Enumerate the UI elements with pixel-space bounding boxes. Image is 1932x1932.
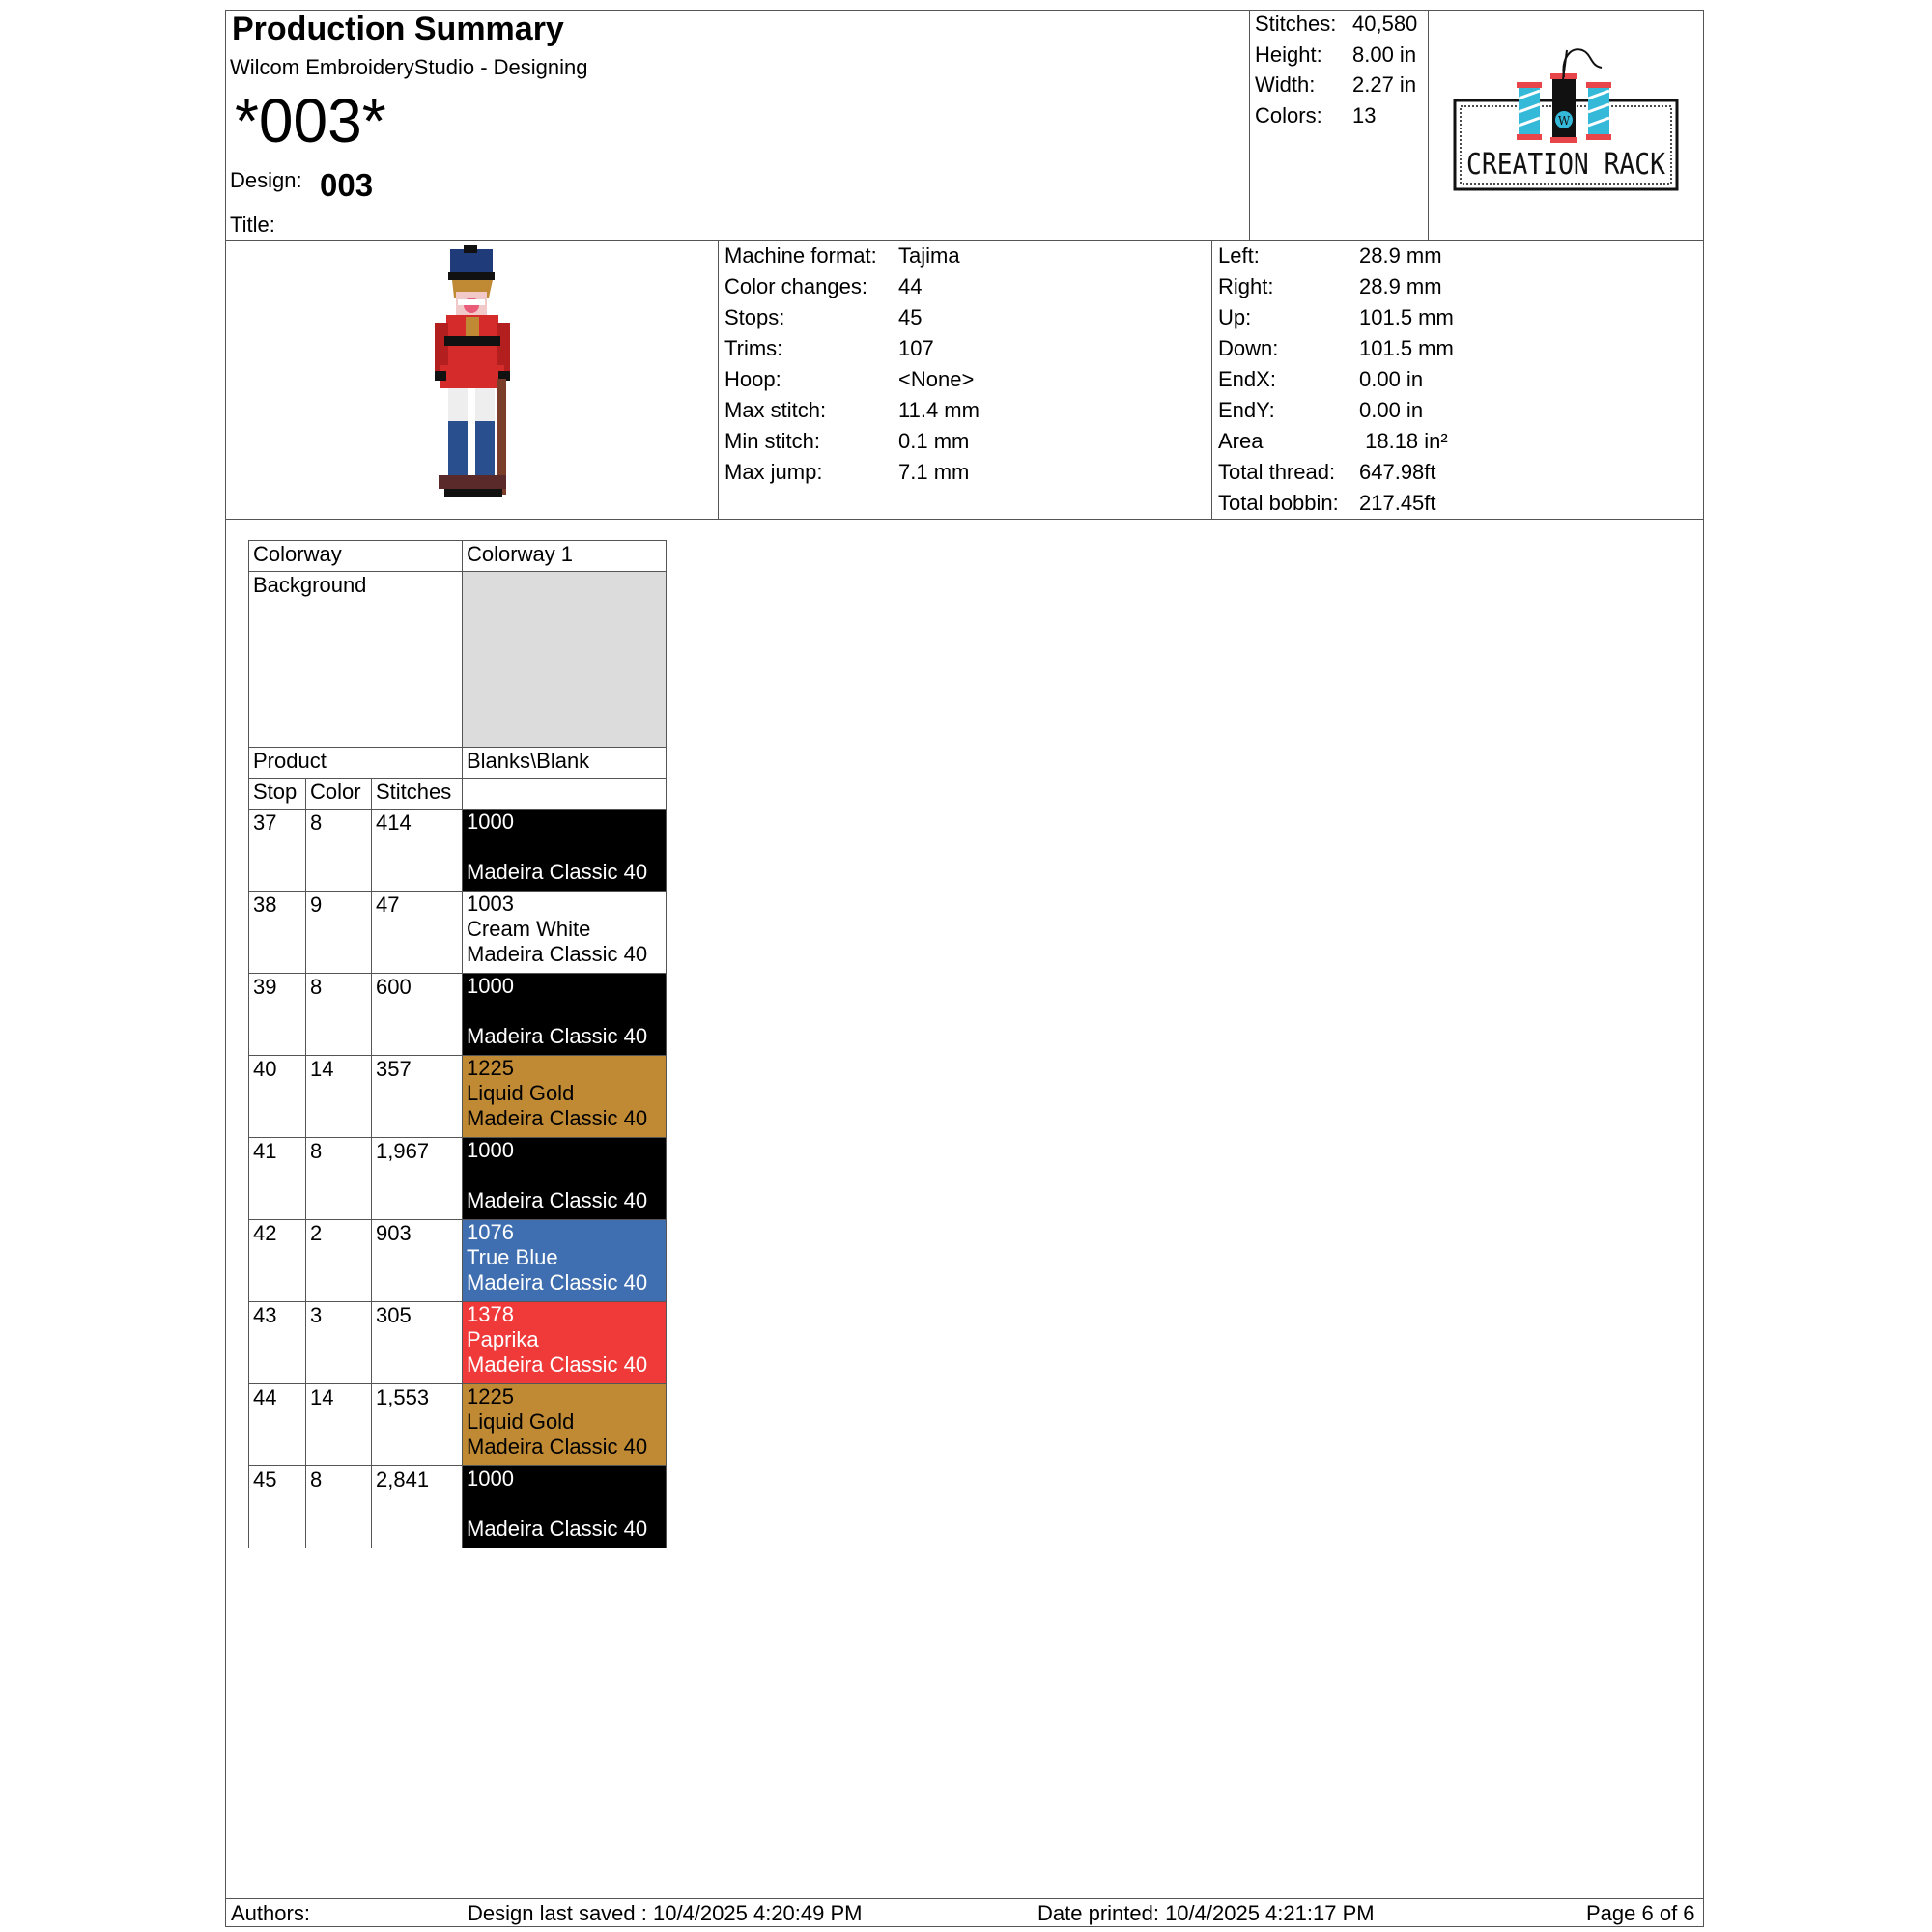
cell-stitches: 1,967 <box>372 1138 463 1220</box>
divider <box>718 240 719 519</box>
machine-label: Max jump: <box>724 460 823 484</box>
extent-label: Left: <box>1218 243 1260 268</box>
cell-color: 2 <box>306 1220 372 1302</box>
divider <box>1211 240 1212 519</box>
stat-label: Stitches: <box>1255 12 1337 36</box>
machine-label: Hoop: <box>724 367 781 391</box>
cell-stop: 38 <box>249 892 306 974</box>
thread-name <box>467 1163 662 1188</box>
thread-swatch <box>463 974 667 1056</box>
extent-label: Area <box>1218 429 1264 453</box>
machine-value: 7.1 mm <box>898 460 970 484</box>
cell-stitches: 357 <box>372 1056 463 1138</box>
extent-value: 28.9 mm <box>1359 243 1442 268</box>
table-row <box>249 1302 667 1384</box>
product-value: Blanks\Blank <box>463 748 667 779</box>
svg-text:CREATION RACK: CREATION RACK <box>1466 148 1665 182</box>
extent-label: Total thread: <box>1218 460 1336 484</box>
extent-value: 217.45ft <box>1359 491 1436 515</box>
thread-name <box>467 835 662 860</box>
extent-label: Total bobbin: <box>1218 491 1339 515</box>
footer-date-printed: Date printed: 10/4/2025 4:21:17 PM <box>1037 1901 1375 1925</box>
thread-name: Paprika <box>467 1327 539 1351</box>
col-header-thread <box>463 779 667 810</box>
thread-swatch <box>463 810 667 892</box>
design-value: 003 <box>320 167 374 203</box>
thread-brand: Madeira Classic 40 <box>467 1435 648 1459</box>
cell-stop: 41 <box>249 1138 306 1220</box>
thread-name: Cream White <box>467 917 591 941</box>
divider <box>225 519 1704 520</box>
machine-value: 45 <box>898 305 923 329</box>
thread-brand: Madeira Classic 40 <box>467 1352 648 1377</box>
cell-stop: 40 <box>249 1056 306 1138</box>
table-row <box>249 1056 667 1138</box>
thread-code: 1000 <box>467 1466 514 1491</box>
thread-brand: Madeira Classic 40 <box>467 1270 648 1294</box>
cell-color: 14 <box>306 1384 372 1466</box>
thread-code: 1000 <box>467 974 514 998</box>
background-label: Background <box>249 572 463 748</box>
extent-value: 18.18 in² <box>1359 429 1448 453</box>
extent-value: 101.5 mm <box>1359 336 1454 360</box>
cell-stop: 37 <box>249 810 306 892</box>
table-row <box>249 1220 667 1302</box>
divider <box>1428 10 1429 240</box>
stat-value: 40,580 <box>1352 12 1418 36</box>
thread-swatch <box>463 1302 667 1384</box>
cell-stop: 43 <box>249 1302 306 1384</box>
cell-stitches: 1,553 <box>372 1384 463 1466</box>
thread-swatch <box>463 1138 667 1220</box>
table-row <box>249 1384 667 1466</box>
cell-stitches: 600 <box>372 974 463 1056</box>
machine-value: 11.4 mm <box>898 398 980 422</box>
thread-brand: Madeira Classic 40 <box>467 1024 648 1048</box>
extent-label: Down: <box>1218 336 1279 360</box>
divider <box>225 1898 1704 1899</box>
footer-last-saved: Design last saved : 10/4/2025 4:20:49 PM <box>468 1901 863 1925</box>
stat-value: 13 <box>1352 103 1377 128</box>
thread-brand: Madeira Classic 40 <box>467 860 648 884</box>
cell-color: 3 <box>306 1302 372 1384</box>
creation-rack-logo <box>1447 39 1685 203</box>
extent-value: 101.5 mm <box>1359 305 1454 329</box>
stat-label: Width: <box>1255 72 1316 97</box>
machine-value: 44 <box>898 274 923 298</box>
machine-value: <None> <box>898 367 975 391</box>
extent-value: 647.98ft <box>1359 460 1436 484</box>
machine-label: Min stitch: <box>724 429 821 453</box>
footer-authors: Authors: <box>231 1901 310 1925</box>
thread-name: Liquid Gold <box>467 1409 575 1434</box>
colorway-label: Colorway <box>249 541 463 572</box>
cell-color: 8 <box>306 974 372 1056</box>
thread-code: 1000 <box>467 810 514 834</box>
thread-swatch <box>463 1056 667 1138</box>
extent-label: Up: <box>1218 305 1252 329</box>
thread-code: 1003 <box>467 892 514 916</box>
thread-brand: Madeira Classic 40 <box>467 942 648 966</box>
thread-code: 1076 <box>467 1220 514 1244</box>
extent-label: Right: <box>1218 274 1274 298</box>
page-title: Production Summary <box>232 11 564 47</box>
thread-name <box>467 1492 662 1517</box>
cell-stitches: 414 <box>372 810 463 892</box>
thread-swatch <box>463 892 667 974</box>
thread-name <box>467 999 662 1024</box>
table-row <box>249 810 667 892</box>
cell-stitches: 2,841 <box>372 1466 463 1548</box>
cell-color: 8 <box>306 1466 372 1548</box>
machine-value: 107 <box>898 336 934 360</box>
cell-stop: 44 <box>249 1384 306 1466</box>
extent-label: EndX: <box>1218 367 1276 391</box>
machine-label: Stops: <box>724 305 785 329</box>
svg-text:W: W <box>1557 114 1571 128</box>
thread-code: 1225 <box>467 1056 514 1080</box>
col-header-stitches: Stitches <box>372 779 463 810</box>
machine-label: Machine format: <box>724 243 877 268</box>
divider <box>1249 10 1250 240</box>
cell-color: 9 <box>306 892 372 974</box>
stat-label: Height: <box>1255 43 1322 67</box>
thread-swatch <box>463 1384 667 1466</box>
thread-swatch <box>463 1466 667 1548</box>
thread-name: True Blue <box>467 1245 558 1269</box>
thread-code: 1378 <box>467 1302 514 1326</box>
cell-stop: 42 <box>249 1220 306 1302</box>
thread-swatch <box>463 1220 667 1302</box>
machine-label: Trims: <box>724 336 783 360</box>
thread-brand: Madeira Classic 40 <box>467 1188 648 1212</box>
cell-stop: 45 <box>249 1466 306 1548</box>
colorway-value: Colorway 1 <box>463 541 667 572</box>
col-header-stop: Stop <box>249 779 306 810</box>
extent-value: 28.9 mm <box>1359 274 1442 298</box>
machine-label: Color changes: <box>724 274 867 298</box>
thread-name: Liquid Gold <box>467 1081 575 1105</box>
design-display: *003* <box>235 86 386 156</box>
cell-color: 14 <box>306 1056 372 1138</box>
machine-label: Max stitch: <box>724 398 827 422</box>
design-label: Design: <box>230 168 302 192</box>
thread-code: 1225 <box>467 1384 514 1408</box>
software-name: Wilcom EmbroideryStudio - Designing <box>230 55 588 79</box>
stat-value: 8.00 in <box>1352 43 1417 67</box>
machine-value: 0.1 mm <box>898 429 970 453</box>
cell-stitches: 305 <box>372 1302 463 1384</box>
title-label: Title: <box>230 213 275 237</box>
cell-stitches: 903 <box>372 1220 463 1302</box>
cell-stop: 39 <box>249 974 306 1056</box>
cell-color: 8 <box>306 1138 372 1220</box>
thread-code: 1000 <box>467 1138 514 1162</box>
product-label: Product <box>249 748 463 779</box>
stat-label: Colors: <box>1255 103 1322 128</box>
colorway-table <box>248 540 667 1548</box>
table-row <box>249 974 667 1056</box>
design-preview-image <box>425 243 522 516</box>
background-swatch <box>463 572 667 748</box>
table-row <box>249 892 667 974</box>
table-row <box>249 1138 667 1220</box>
extent-value: 0.00 in <box>1359 367 1424 391</box>
footer-page-number: Page 6 of 6 <box>1586 1901 1695 1925</box>
thread-brand: Madeira Classic 40 <box>467 1106 648 1130</box>
col-header-color: Color <box>306 779 372 810</box>
thread-brand: Madeira Classic 40 <box>467 1517 648 1541</box>
table-row <box>249 1466 667 1548</box>
extent-label: EndY: <box>1218 398 1275 422</box>
machine-value: Tajima <box>898 243 960 268</box>
cell-stitches: 47 <box>372 892 463 974</box>
cell-color: 8 <box>306 810 372 892</box>
stat-value: 2.27 in <box>1352 72 1417 97</box>
extent-value: 0.00 in <box>1359 398 1424 422</box>
divider <box>225 240 1704 241</box>
